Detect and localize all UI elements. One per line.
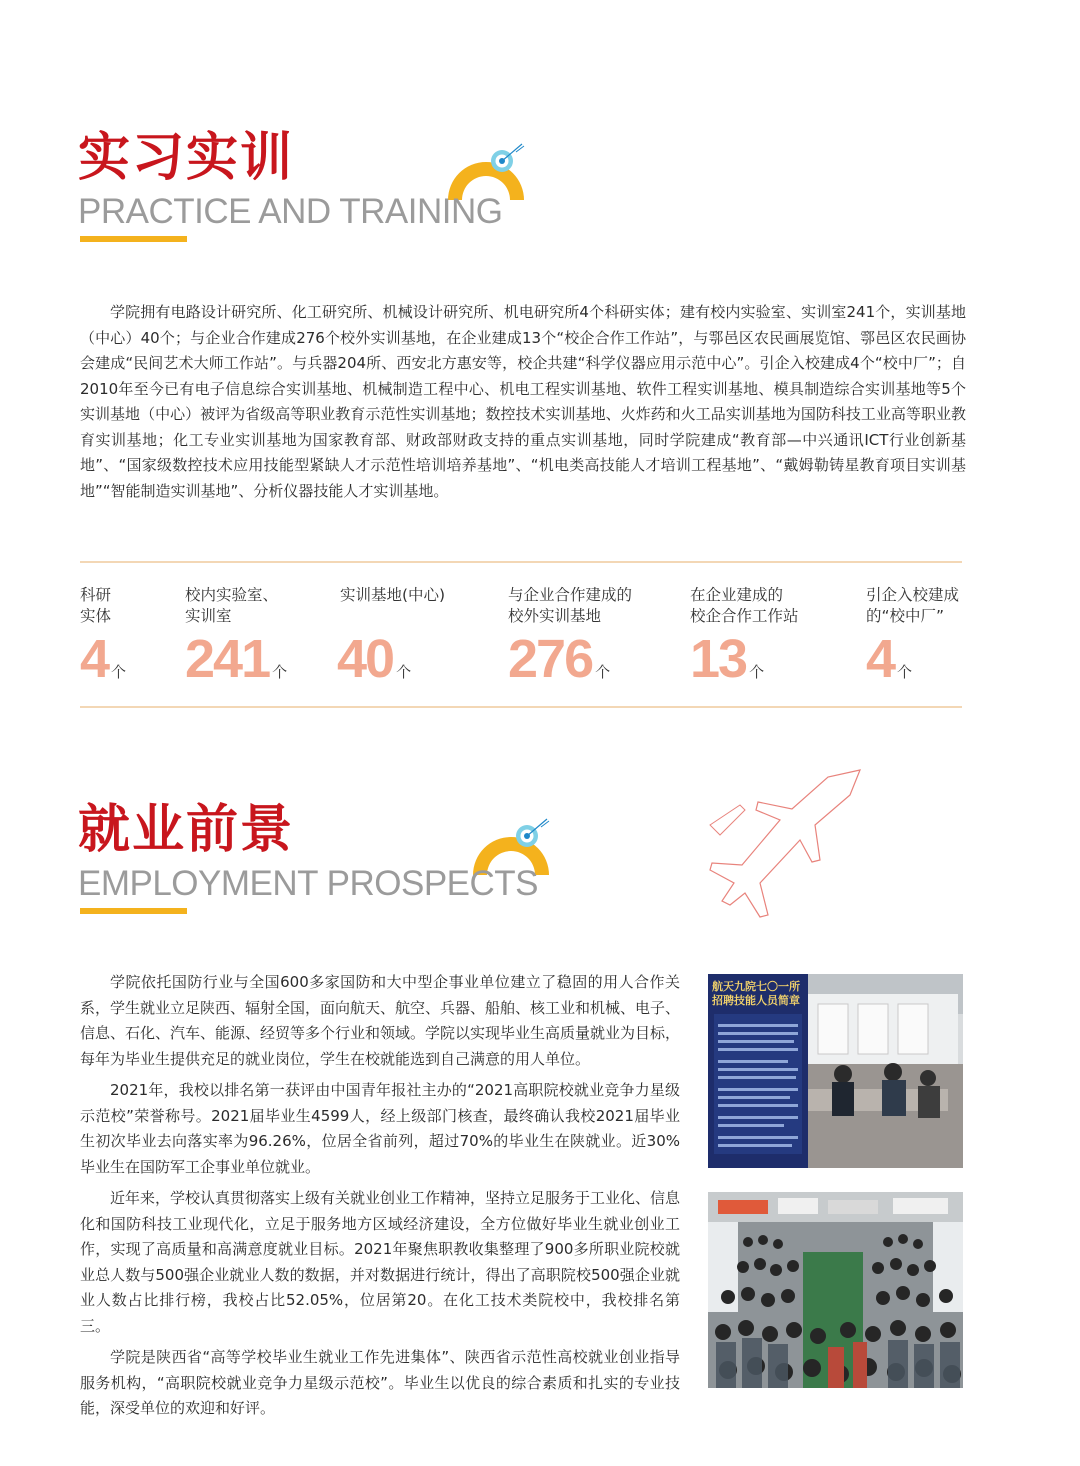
practice-paragraph: 学院拥有电路设计研究所、化工研究所、机械设计研究所、机电研究所4个科研实体；建有校内实验室、实训室241个，实训基地（中心）40个；与企业合作建成276个校外实训基地，在企业建成13个“校企合作工作站”，与鄠邑区农民画展览馆、鄠邑区农民画协会建成“民间艺术大师工作站”。与兵器204所、西安北方惠安等，校企共建“科学仪器应用示范中心”。引企入校建成4个“校中厂”；自2010年至今已有电子信息综合实训基地、机械制造工程中心、机电工程实训基地、软件工程实训基地、模具制造综合实训基地等5个实训基地（中心）被评为省级高等职业教育示范性实训基地；数控技术实训基地、火炸药和火工品实训基地为国防科技工业高等职业教育实训基地；化工专业实训基地为国家教育部、财政部财政支持的重点实训基地，同时学院建成“教育部—中兴通讯ICT行业创新基地”、“国家级数控技术应用技能型紧缺人才示范性培训培养基地”、“机电类高技能人才培训工程基地”、“戴姆勒铸星教育项目实训基地”“智能制造实训基地”、分析仪器技能人才实训基地。 (80, 303, 966, 500)
practice-paragraph-block (80, 300, 966, 504)
stat-factories-value: 4 个 (866, 629, 913, 689)
recruitment-booth-photo (708, 974, 963, 1168)
stat-workstations-value: 13 个 (690, 629, 765, 689)
fighter-jet-outline-icon (700, 765, 870, 930)
employment-paragraph-block (80, 970, 680, 1428)
job-fair-crowd-photo (708, 1192, 963, 1388)
employment-title-cn: 就业前景 (78, 800, 295, 860)
stat-factories-label: 引企入校建成 的“校中厂” (866, 586, 960, 625)
practice-title-underline (80, 236, 187, 242)
stat-workstations-label: 在企业建成的 校企合作工作站 (690, 586, 799, 625)
stat-labs-label: 校内实验室、 实训室 (185, 586, 279, 625)
stat-bases-label: 实训基地(中心) (340, 586, 446, 604)
practice-title-en: PRACTICE AND TRAINING (78, 192, 503, 231)
stat-research-value: 4 个 (80, 629, 127, 689)
stat-labs-value: 241 个 (185, 629, 288, 689)
stats-bottom-divider (80, 706, 962, 708)
stat-bases-value: 40 个 (337, 629, 412, 689)
employment-paragraph: 学院是陕西省“高等学校毕业生就业工作先进集体”、陕西省示范性高校就业创业指导服务机构，“高职院校就业竞争力星级示范校”。毕业生以优良的综合素质和扎实的专业技能，深受单位的欢迎和好评。 (80, 1348, 680, 1417)
practice-title-cn: 实习实训 (78, 128, 295, 188)
stat-external-bases-label: 与企业合作建成的 校外实训基地 (508, 586, 633, 625)
employment-title-en: EMPLOYMENT PROSPECTS (78, 864, 539, 903)
employment-paragraph: 2021年，我校以排名第一获评由中国青年报社主办的“2021高职院校就业竞争力星级示范校”荣誉称号。2021届毕业生4599人，经上级部门核查，最终确认我校2021届毕业生初次毕业去向落实率为96.26%，位居全省前列，超过70%的毕业生在陕就业。近30%毕业生在国防军工企事业单位就业。 (80, 1081, 680, 1176)
employment-title-underline (80, 908, 187, 914)
stats-top-divider (80, 561, 962, 563)
employment-paragraph: 近年来，学校认真贯彻落实上级有关就业创业工作精神，坚持立足服务于工业化、信息化和国防科技工业现代化，立足于服务地方区域经济建设，全方位做好毕业生就业创业工作，实现了高质量和高满意度就业目标。2021年聚焦职教收集整理了900多所职业院校就业总人数与500强企业就业人数的数据，并对数据进行统计，得出了高职院校500强企业就业人数占比排行榜，我校占比52.05%，位居第20。在化工技术类院校中，我校排名第三。 (80, 1189, 681, 1335)
poster-headline: 航天九院七〇一所 招聘技能人员简章 (712, 980, 800, 1007)
stat-research-label: 科研 实体 (80, 586, 112, 625)
employment-paragraph: 学院依托国防行业与全国600多家国防和大中型企事业单位建立了稳固的用人合作关系，学生就业立足陕西、辐射全国，面向航天、航空、兵器、船舶、核工业和机械、电子、信息、石化、汽车、能源、经贸等多个行业和领域。学院以实现毕业生高质量就业为目标，每年为毕业生提供充足的就业岗位，学生在校就能选到自己满意的用人单位。 (80, 973, 681, 1068)
stat-external-bases-value: 276 个 (508, 629, 611, 689)
